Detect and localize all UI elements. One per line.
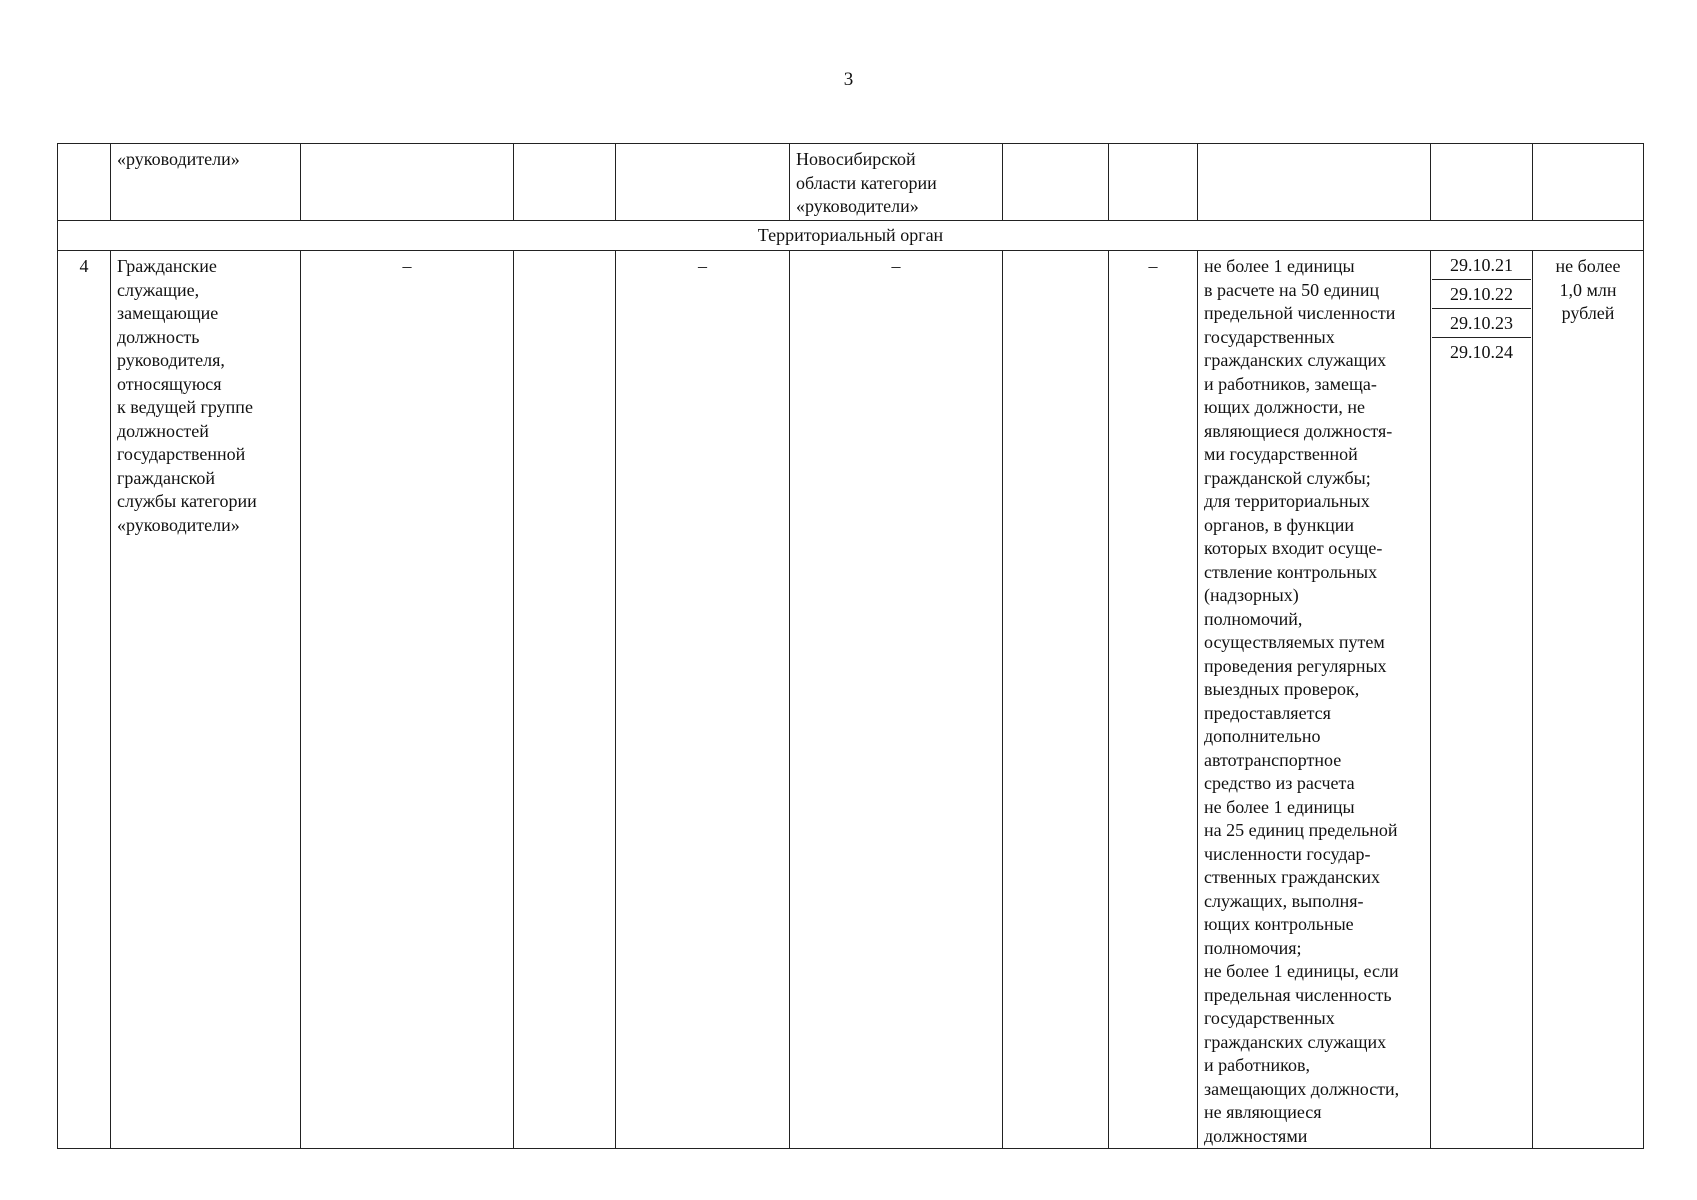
- norms-table: [57, 143, 1644, 1149]
- cell: [1198, 144, 1431, 221]
- norm-text: не более 1 единицы в расчете на 50 единиц предельной численности государственных гражданских служащих и работников, замеща- ющих должности, не являющиеся должностя- ми государственной гражданской службы; для территориальных органов, в функции которых входит осуще- ствление контрольных (надзорных) полномочий, осуществляемых путем проведения регулярных выездных проверок, предоставляется дополнительно автотранспортное средство из расчета не более 1 единицы на 25 единиц предельной численности государ- ственных гражданских служащих, выполня- ющих контрольные полномочия; не более 1 единицы, если предельная численность государственных гражданских служащих и работников, замещающих должности, не являющиеся должностями: [1198, 251, 1431, 1149]
- table-row: [58, 251, 1644, 1149]
- codes-cell: [1431, 251, 1533, 1149]
- cell-position: [111, 144, 301, 221]
- price-limit: не более 1,0 млн рублей: [1533, 251, 1644, 1149]
- cell-number: [58, 144, 111, 221]
- cell: [514, 144, 616, 221]
- row-number: 4: [58, 251, 111, 1149]
- position-text: «руководители»: [117, 149, 240, 169]
- cell: [616, 144, 790, 221]
- dash-cell: –: [301, 251, 514, 1149]
- cell: [1003, 144, 1109, 221]
- dash-cell: –: [790, 251, 1003, 1149]
- position-description: Гражданские служащие, замещающие должность руководителя, относящуюся к ведущей группе должностей государственной гражданской службы категории «руководители»: [111, 251, 301, 1149]
- cell: [1431, 144, 1533, 221]
- cell: [514, 251, 616, 1149]
- cell: [1109, 144, 1198, 221]
- code-item: 29.10.24: [1450, 342, 1513, 362]
- section-row: [58, 221, 1644, 251]
- cell: [301, 144, 514, 221]
- code-item: 29.10.21: [1432, 253, 1531, 280]
- table-row-continuation: [58, 144, 1644, 221]
- dash-cell: –: [616, 251, 790, 1149]
- code-item: 29.10.22: [1432, 282, 1531, 309]
- category-text: Новосибирской области категории «руководители»: [796, 149, 937, 216]
- cell-category: [790, 144, 1003, 221]
- page-number: 3: [843, 69, 854, 90]
- section-title: Территориальный орган: [58, 221, 1644, 251]
- code-item: 29.10.23: [1432, 311, 1531, 338]
- dash-cell: –: [1109, 251, 1198, 1149]
- cell: [1003, 251, 1109, 1149]
- cell: [1533, 144, 1644, 221]
